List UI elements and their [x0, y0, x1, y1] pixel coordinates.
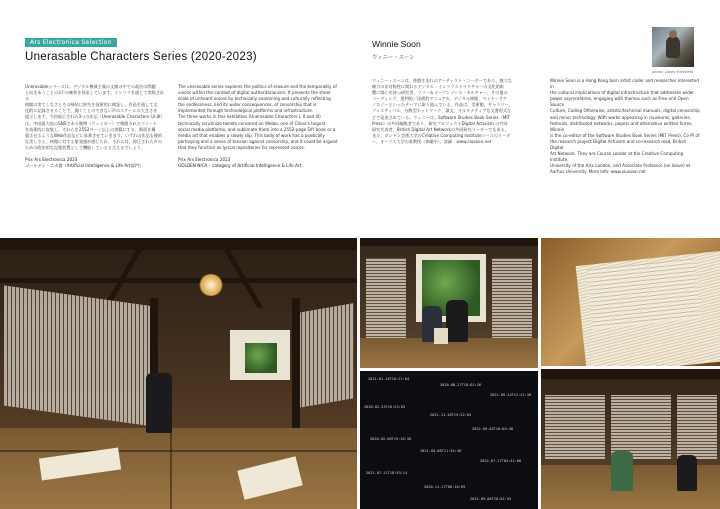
text-line: コーディング、批判的／技術的マニュアル、デジタル検閲、マイナーテク: [372, 96, 508, 102]
text-line: 研究代表者、British Digital Art Networkの共同研究リーダーでもある。: [372, 126, 509, 132]
tweet-timestamp: 2022-09-06T20:01:55: [470, 497, 512, 501]
book-closeup-photo: [541, 238, 720, 366]
text-line: Winnie Soon is a Hong Kong born artist coder and researcher interested in: [550, 78, 699, 90]
text-line: Press）の共同編集者であり、研究プロジェクトDigital Activism の共同: [372, 120, 508, 126]
english-description: [178, 84, 350, 151]
text-line: 築させるようなWeb作品などに昇華させていきます。いずれの作品も静的: [25, 132, 163, 138]
text-line: voices within the context of digital authoritarianism. It presents the sheer: [178, 90, 331, 96]
text-line: どで発表されている。ウィニーは、Software Studies Book Series（MIT: [372, 114, 511, 120]
credit-line: GOLDEN NICA – category of Artificial Intelligence & Life Art: [178, 163, 302, 168]
installation-photo-viewers: [360, 238, 538, 368]
award-credit-jp: [25, 157, 143, 169]
tweet-timestamp: 2021-07-11T18:53:14: [366, 471, 408, 475]
text-line: University of the Arts London, and Associate Professor (on leave) at: [550, 163, 691, 169]
text-line: フェスティバル、分散型ネットワーク、論文、オルタナティブな文書形式な: [372, 108, 512, 114]
text-line: implemented through technological platforms and infrastructure.: [178, 108, 314, 114]
text-line: ノロジーといったテーマに取り組んでいる。作品は、美術館、ギャラリー、: [372, 102, 513, 108]
credit-line: Prix Ars Electronica 2023: [25, 157, 78, 162]
artist-portrait: [652, 27, 694, 67]
censored-tweets-projection: [360, 371, 538, 509]
text-line: 検閲の実てしなさとその帰結に紛失を技術的に検証し、作品を通して文: [25, 102, 158, 108]
text-line: that they function as lyrical repositories for repressed voices.: [178, 144, 306, 150]
photo-credit: photo: Casey Hamfield: [652, 70, 693, 74]
tweet-timestamp: 2020-11-17T08:10:09: [424, 485, 466, 489]
tweet-timestamp: 2022-07-17T05:41:08: [480, 459, 522, 463]
text-line: Unerasableシリーズは、デジタル権威主義の文脈の中での政治の問題: [25, 84, 156, 89]
text-line: 化的に記録させることで、聞くことのできない声のスケールの大きさを: [25, 108, 158, 114]
article-title: Unerasable Characters Series (2020-2023): [25, 51, 257, 63]
text-line: festivals, distributed networks, papers and alternative written forms. Winnie: [550, 120, 693, 132]
text-line: media art that enables a slowly slip. This body of work has a poetically: [178, 132, 325, 138]
tweet-timestamp: 2021-09-24T12:41:38: [490, 393, 532, 397]
credit-line: ゴールデン・ニカ賞（Artificial Intelligence & Life Art部門）: [25, 163, 144, 168]
artist-name: Winnie Soon: [372, 39, 421, 49]
text-line: な美しさと、検閲に対する緊張感が感じられ、それらは、抑圧された声の: [25, 138, 162, 144]
tweet-timestamp: 2021-01-16T10:21:04: [368, 377, 410, 381]
tweet-timestamp: 2022-09-04T10:04:48: [472, 427, 514, 431]
tweet-timestamp: 2020-02-23T16:23:03: [364, 405, 406, 409]
text-line: と向きあうことの3不の権利を探求しています。インフラを通じて実践される: [25, 90, 164, 102]
text-line: ウィニー・スーンは、香港生まれのアーティスト・コーダーであり、強大な: [372, 78, 512, 83]
text-line: The three works in this exhibition (Unerasable Characters I, II and III): [178, 114, 321, 120]
artist-bio-en: [550, 78, 700, 176]
text-line: The unerasable series explores the politics of erasure and the temporality of: [178, 84, 337, 89]
text-line: technically scrutinize tweets censored on Weibo, one of China's largest: [178, 120, 326, 126]
artist-bio-jp: [372, 78, 532, 145]
installation-photo-room: [541, 369, 720, 509]
text-line: portraying and a sense of tension against censorship, and it could be argued: [178, 138, 338, 144]
text-line: 響に関心を持つ研究者。フリー＆オープンソース・カルチャー、その他の: [372, 90, 508, 96]
text-line: the cultural implications of digital infrastructure that addresses wider: [550, 90, 694, 96]
text-line: Culture, Coding Otherwise, artistic/technical manuals, digital censorship: [550, 108, 700, 114]
section-tag: Ars Electronica Selection: [25, 38, 117, 47]
credit-line: Prix Ars Electronica 2023: [178, 157, 231, 162]
text-line: ための政治的な記憶装置として機能していると言えるでしょう。: [25, 144, 146, 150]
artist-name-kana: ウィニー・スーン: [372, 55, 415, 61]
text-line: is the co-editor of the Software Studies Book Series (MIT Press), Co-PI of: [550, 132, 700, 138]
text-line: social media platforms, and sublimate them into a 2552-page DIY book or a: [178, 126, 336, 132]
award-credit-en: [178, 157, 301, 169]
text-line: scale of unheard voices by technically examining and culturally reflecting: [178, 96, 331, 102]
text-line: Aarhus University. More Info: www.siusoon.net: [550, 169, 646, 175]
tweet-timestamp: 2020-02-08T19:16:38: [370, 437, 412, 441]
text-line: は、中国最大級のSNSである微博（ウェイボー）で検閲されたツイート: [25, 120, 158, 126]
text-line: 権力の非対称性に関わるデジタル・インフラストラクチャーの文化的影: [372, 84, 505, 90]
installation-photo-main: [0, 238, 357, 509]
text-line: ー、オーフス大学の准教授（休職中）。詳細：www.siusoon.net: [372, 138, 492, 144]
japanese-description: [25, 84, 165, 151]
text-line: and minor technology. With works appearing in museums, galleries,: [550, 114, 691, 120]
text-line: the endlessness, and its wider consequences, of censorship that is: [178, 102, 317, 108]
text-line: また、ロンドン芸術大学のCreative Computing Instituteコースのリーダ: [372, 132, 511, 138]
text-line: power asymmetries, engaging with themes such as Free and Open Source: [550, 96, 689, 108]
tweet-timestamp: 2021-04-08T21:34:46: [420, 449, 462, 453]
text-line: Art Network. They are Course Leader at the Creative Computing Institute,: [550, 151, 684, 163]
text-line: the research project Digital Activism and co-research lead, British Digital: [550, 138, 687, 151]
text-line: を技術的に収集し、それらを2552ページ以上の書籍にする、紙面を構: [25, 126, 156, 132]
tweet-timestamp: 2021-11-16T15:22:05: [430, 413, 472, 417]
tweet-timestamp: 2020-08-27T18:01:26: [440, 383, 482, 387]
text-line: 提示します。今回展示された3つの作品（Unerasable Characters I,II,III）: [25, 114, 165, 120]
